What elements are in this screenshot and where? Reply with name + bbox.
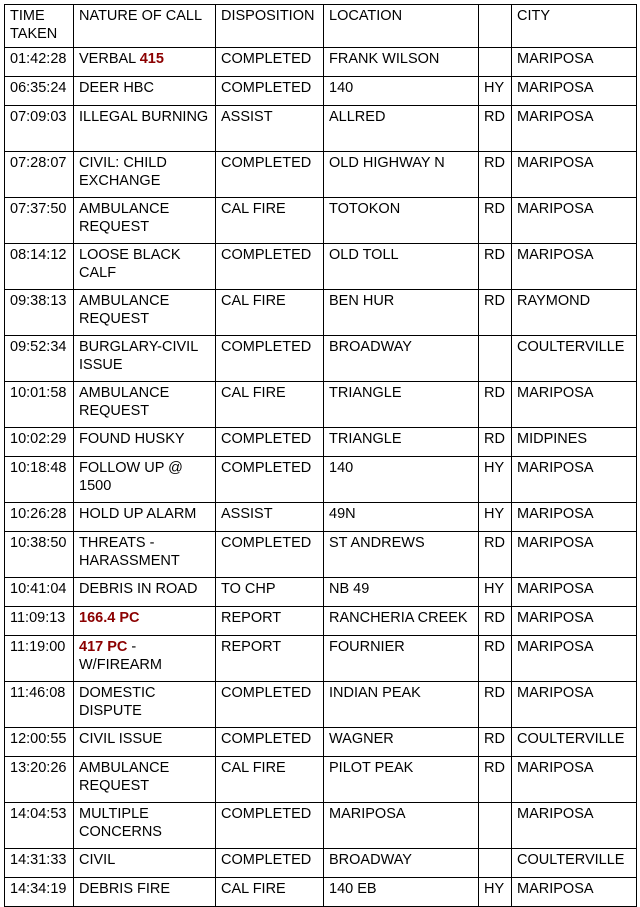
- table-row: [5, 803, 637, 849]
- cell-nature: [74, 532, 216, 578]
- cell-disposition: COMPLETED: [216, 77, 324, 106]
- cell-nature: [74, 878, 216, 907]
- cell-location: INDIAN PEAK: [324, 682, 479, 728]
- cell-nature: [74, 106, 216, 152]
- cell-time: 08:14:12: [5, 244, 74, 290]
- nature-text: CIVIL ISSUE: [79, 731, 163, 747]
- cell-city: MARIPOSA: [512, 457, 637, 503]
- table-row: [5, 849, 637, 878]
- cell-time: 07:37:50: [5, 198, 74, 244]
- cell-time: 10:01:58: [5, 382, 74, 428]
- cell-city: MIDPINES: [512, 428, 637, 457]
- header-nature: NATURE OF CALL: [74, 5, 216, 48]
- cell-city: COULTERVILLE: [512, 728, 637, 757]
- call-log-body: [5, 48, 637, 907]
- table-row: [5, 382, 637, 428]
- cell-disposition: COMPLETED: [216, 428, 324, 457]
- cell-city: MARIPOSA: [512, 757, 637, 803]
- cell-disposition: TO CHP: [216, 578, 324, 607]
- cell-city: RAYMOND: [512, 290, 637, 336]
- nature-text: FOLLOW UP @ 1500: [79, 460, 183, 494]
- table-row: [5, 607, 637, 636]
- cell-location: BEN HUR: [324, 290, 479, 336]
- header-row: [5, 5, 637, 48]
- cell-time: 06:35:24: [5, 77, 74, 106]
- cell-time: 10:38:50: [5, 532, 74, 578]
- call-log: [4, 4, 637, 907]
- table-row: [5, 578, 637, 607]
- cell-city: MARIPOSA: [512, 106, 637, 152]
- cell-disposition: CAL FIRE: [216, 382, 324, 428]
- cell-time: 07:28:07: [5, 152, 74, 198]
- cell-city: COULTERVILLE: [512, 336, 637, 382]
- cell-location: FRANK WILSON: [324, 48, 479, 77]
- cell-suffix: RD: [479, 382, 512, 428]
- header-time: TIME TAKEN: [5, 5, 74, 48]
- cell-nature: [74, 757, 216, 803]
- cell-city: MARIPOSA: [512, 198, 637, 244]
- cell-city: MARIPOSA: [512, 77, 637, 106]
- cell-time: 12:00:55: [5, 728, 74, 757]
- cell-nature: [74, 503, 216, 532]
- header-suffix: [479, 5, 512, 48]
- header-disposition: DISPOSITION: [216, 5, 324, 48]
- cell-nature: [74, 382, 216, 428]
- cell-disposition: COMPLETED: [216, 457, 324, 503]
- cell-location: TOTOKON: [324, 198, 479, 244]
- cell-nature: [74, 728, 216, 757]
- table-row: [5, 48, 637, 77]
- cell-disposition: COMPLETED: [216, 849, 324, 878]
- cell-suffix: RD: [479, 428, 512, 457]
- cell-disposition: COMPLETED: [216, 244, 324, 290]
- cell-time: 01:42:28: [5, 48, 74, 77]
- nature-text: AMBULANCE REQUEST: [79, 760, 170, 794]
- cell-disposition: COMPLETED: [216, 682, 324, 728]
- penal-code-highlight: 417 PC: [79, 639, 128, 655]
- cell-time: 11:19:00: [5, 636, 74, 682]
- table-row: [5, 198, 637, 244]
- cell-suffix: RD: [479, 198, 512, 244]
- cell-city: MARIPOSA: [512, 607, 637, 636]
- cell-suffix: RD: [479, 532, 512, 578]
- penal-code-highlight: 415: [139, 51, 164, 67]
- cell-nature: [74, 636, 216, 682]
- cell-time: 07:09:03: [5, 106, 74, 152]
- table-row: [5, 244, 637, 290]
- table-row: [5, 757, 637, 803]
- cell-time: 09:52:34: [5, 336, 74, 382]
- cell-disposition: REPORT: [216, 607, 324, 636]
- cell-time: 10:18:48: [5, 457, 74, 503]
- table-row: [5, 428, 637, 457]
- call-log-table: [4, 4, 637, 907]
- cell-city: MARIPOSA: [512, 803, 637, 849]
- cell-time: 11:09:13: [5, 607, 74, 636]
- header-location: LOCATION: [324, 5, 479, 48]
- cell-nature: [74, 578, 216, 607]
- cell-location: MARIPOSA: [324, 803, 479, 849]
- cell-suffix: [479, 48, 512, 77]
- cell-suffix: HY: [479, 457, 512, 503]
- cell-disposition: ASSIST: [216, 106, 324, 152]
- cell-suffix: RD: [479, 682, 512, 728]
- cell-suffix: RD: [479, 636, 512, 682]
- table-row: [5, 532, 637, 578]
- table-row: [5, 636, 637, 682]
- nature-text: DEER HBC: [79, 80, 154, 96]
- cell-suffix: RD: [479, 152, 512, 198]
- nature-text: DEBRIS IN ROAD: [79, 581, 198, 597]
- table-row: [5, 336, 637, 382]
- cell-city: MARIPOSA: [512, 682, 637, 728]
- table-row: [5, 152, 637, 198]
- cell-location: TRIANGLE: [324, 428, 479, 457]
- cell-time: 11:46:08: [5, 682, 74, 728]
- cell-disposition: COMPLETED: [216, 803, 324, 849]
- table-row: [5, 77, 637, 106]
- cell-location: 49N: [324, 503, 479, 532]
- cell-nature: [74, 336, 216, 382]
- cell-disposition: CAL FIRE: [216, 290, 324, 336]
- nature-text: BURGLARY-CIVIL ISSUE: [79, 339, 198, 373]
- cell-suffix: RD: [479, 290, 512, 336]
- cell-city: MARIPOSA: [512, 636, 637, 682]
- cell-time: 10:26:28: [5, 503, 74, 532]
- nature-text: DOMESTIC DISPUTE: [79, 685, 156, 719]
- cell-disposition: REPORT: [216, 636, 324, 682]
- cell-disposition: ASSIST: [216, 503, 324, 532]
- header-city: CITY: [512, 5, 637, 48]
- cell-nature: [74, 849, 216, 878]
- cell-nature: [74, 607, 216, 636]
- nature-text: LOOSE BLACK CALF: [79, 247, 181, 281]
- cell-location: OLD TOLL: [324, 244, 479, 290]
- cell-time: 10:02:29: [5, 428, 74, 457]
- cell-nature: [74, 682, 216, 728]
- cell-nature: [74, 244, 216, 290]
- cell-suffix: RD: [479, 757, 512, 803]
- cell-disposition: COMPLETED: [216, 728, 324, 757]
- cell-suffix: RD: [479, 106, 512, 152]
- nature-text: ILLEGAL BURNING: [79, 109, 209, 125]
- table-row: [5, 503, 637, 532]
- cell-location: FOURNIER: [324, 636, 479, 682]
- cell-nature: [74, 428, 216, 457]
- cell-disposition: CAL FIRE: [216, 198, 324, 244]
- cell-nature: [74, 198, 216, 244]
- cell-nature: [74, 152, 216, 198]
- cell-location: TRIANGLE: [324, 382, 479, 428]
- cell-city: MARIPOSA: [512, 578, 637, 607]
- cell-suffix: HY: [479, 503, 512, 532]
- nature-text: AMBULANCE REQUEST: [79, 201, 170, 235]
- nature-text: DEBRIS FIRE: [79, 881, 171, 897]
- cell-city: MARIPOSA: [512, 152, 637, 198]
- nature-text: CIVIL: [79, 852, 116, 868]
- cell-time: 10:41:04: [5, 578, 74, 607]
- cell-time: 09:38:13: [5, 290, 74, 336]
- cell-disposition: COMPLETED: [216, 152, 324, 198]
- cell-nature: [74, 48, 216, 77]
- nature-text: THREATS - HARASSMENT: [79, 535, 180, 569]
- table-row: [5, 682, 637, 728]
- cell-nature: [74, 457, 216, 503]
- cell-disposition: CAL FIRE: [216, 757, 324, 803]
- cell-location: 140 EB: [324, 878, 479, 907]
- nature-text: CIVIL: CHILD EXCHANGE: [79, 155, 167, 189]
- nature-text: HOLD UP ALARM: [79, 506, 197, 522]
- cell-location: BROADWAY: [324, 849, 479, 878]
- cell-time: 13:20:26: [5, 757, 74, 803]
- table-row: [5, 728, 637, 757]
- cell-city: MARIPOSA: [512, 382, 637, 428]
- cell-disposition: COMPLETED: [216, 48, 324, 77]
- nature-text: AMBULANCE REQUEST: [79, 293, 170, 327]
- cell-suffix: HY: [479, 77, 512, 106]
- cell-nature: [74, 77, 216, 106]
- nature-text: AMBULANCE REQUEST: [79, 385, 170, 419]
- nature-text: MULTIPLE CONCERNS: [79, 806, 162, 840]
- cell-suffix: HY: [479, 878, 512, 907]
- penal-code-highlight: 166.4 PC: [79, 610, 140, 626]
- table-row: [5, 878, 637, 907]
- cell-suffix: RD: [479, 728, 512, 757]
- cell-suffix: [479, 336, 512, 382]
- table-row: [5, 457, 637, 503]
- table-row: [5, 106, 637, 152]
- cell-location: 140: [324, 457, 479, 503]
- cell-location: WAGNER: [324, 728, 479, 757]
- cell-time: 14:34:19: [5, 878, 74, 907]
- cell-suffix: HY: [479, 578, 512, 607]
- cell-city: MARIPOSA: [512, 244, 637, 290]
- table-row: [5, 290, 637, 336]
- cell-city: MARIPOSA: [512, 503, 637, 532]
- cell-disposition: COMPLETED: [216, 336, 324, 382]
- cell-city: MARIPOSA: [512, 532, 637, 578]
- cell-suffix: RD: [479, 244, 512, 290]
- cell-suffix: RD: [479, 607, 512, 636]
- cell-suffix: [479, 803, 512, 849]
- cell-location: 140: [324, 77, 479, 106]
- cell-city: MARIPOSA: [512, 48, 637, 77]
- cell-nature: [74, 803, 216, 849]
- cell-city: MARIPOSA: [512, 878, 637, 907]
- nature-text-suffix: - W/FIREARM: [79, 639, 162, 673]
- cell-location: NB 49: [324, 578, 479, 607]
- nature-text: FOUND HUSKY: [79, 431, 185, 447]
- cell-location: PILOT PEAK: [324, 757, 479, 803]
- cell-suffix: [479, 849, 512, 878]
- cell-disposition: CAL FIRE: [216, 878, 324, 907]
- cell-location: RANCHERIA CREEK: [324, 607, 479, 636]
- cell-time: 14:04:53: [5, 803, 74, 849]
- cell-disposition: COMPLETED: [216, 532, 324, 578]
- cell-city: COULTERVILLE: [512, 849, 637, 878]
- cell-location: ALLRED: [324, 106, 479, 152]
- cell-location: ST ANDREWS: [324, 532, 479, 578]
- cell-location: BROADWAY: [324, 336, 479, 382]
- nature-text: VERBAL: [79, 51, 140, 67]
- cell-location: OLD HIGHWAY N: [324, 152, 479, 198]
- cell-nature: [74, 290, 216, 336]
- cell-time: 14:31:33: [5, 849, 74, 878]
